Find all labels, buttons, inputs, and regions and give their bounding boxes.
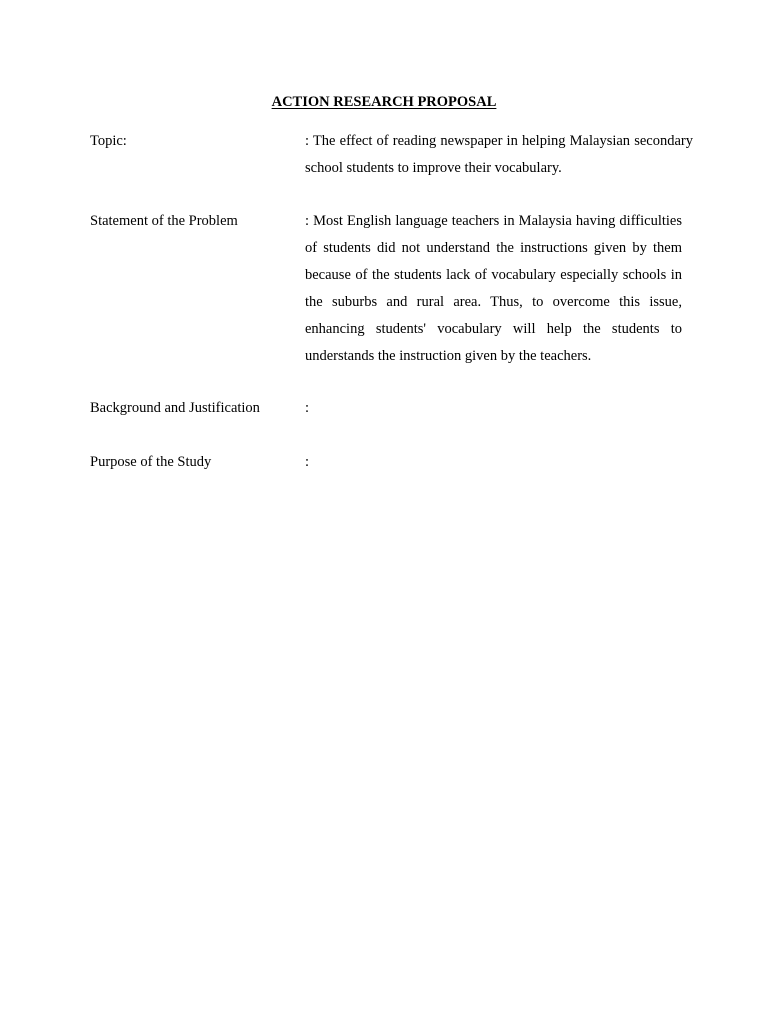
field-value-purpose-of-study: : [305, 454, 310, 470]
document-title: ACTION RESEARCH PROPOSAL [271, 94, 497, 110]
field-value-background-justification: : [305, 400, 310, 416]
field-label-topic: Topic: [90, 133, 127, 149]
field-label-statement-of-problem: Statement of the Problem [90, 213, 238, 229]
field-label-purpose-of-study: Purpose of the Study [90, 454, 212, 470]
field-label-background-justification: Background and Justification [90, 400, 260, 416]
field-value-statement-of-problem: : Most English language teachers in Malaysia having difficulties of students did not understand the instructions given by them because of the students lack of vocabulary especially schools in the suburbs and rural area. Thus, to overcome this issue, enhancing students' vocabulary will help the students to understands the instruction given by the teachers. [305, 213, 682, 364]
field-value-topic: : The effect of reading newspaper in helping Malaysian secondary school students to improve their vocabulary. [305, 133, 693, 176]
